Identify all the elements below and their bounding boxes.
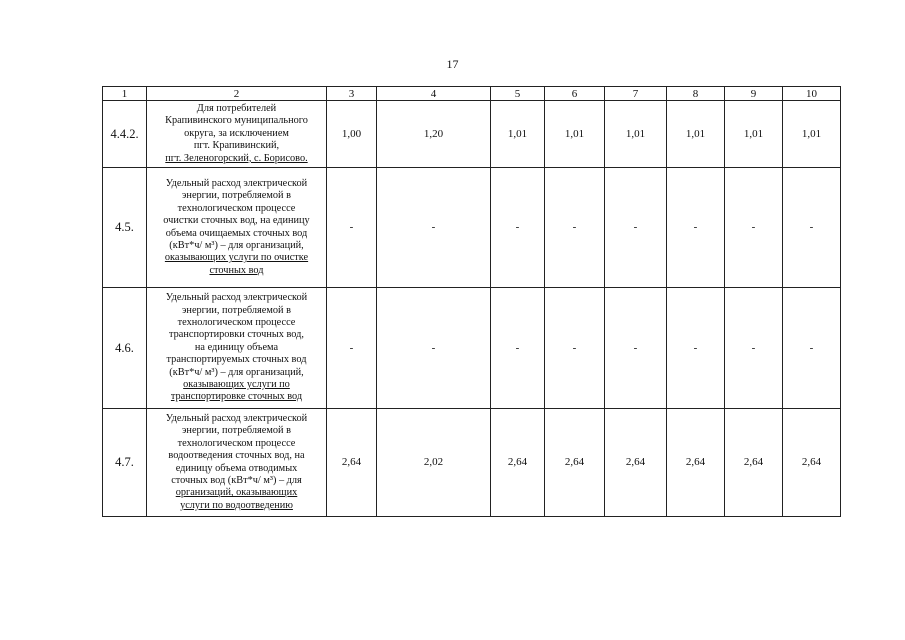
value-cell: - [491,168,545,288]
value-cell: - [545,288,605,409]
description-line: транспортировки сточных вод, [169,329,304,341]
value-cell: - [491,288,545,409]
description-line: энергии, потребляемой в [182,304,291,316]
description-line: организаций, оказывающих [175,487,298,499]
value-cell: 2,64 [327,409,377,517]
value-cell: - [725,288,783,409]
value-cell: 1,01 [725,101,783,168]
table-row [103,288,841,409]
description-line: Удельный расход электрической [165,412,308,424]
value-cell: - [545,168,605,288]
value-cell: - [377,288,491,409]
value-cell: - [667,168,725,288]
description-line: округа, за исключением [184,127,289,139]
value-cell: - [605,288,667,409]
description-line: технологическом процессе [177,437,296,449]
column-header: 1 [103,87,147,101]
description-line: сточных вод [209,264,264,276]
column-header: 5 [491,87,545,101]
value-cell: 1,01 [667,101,725,168]
page-number: 17 [446,57,459,71]
column-header: 9 [725,87,783,101]
table-row [103,409,841,517]
value-cell: 2,64 [667,409,725,517]
value-cell: - [377,168,491,288]
description-line: пгт. Крапивинский, [193,140,280,152]
header-row [103,87,841,101]
row-number: 4.5. [103,168,147,288]
value-cell: - [725,168,783,288]
table-row [103,168,841,288]
row-description [147,168,327,288]
value-cell: 2,64 [605,409,667,517]
description-line: пгт. Зеленогорский, с. Борисово. [165,152,308,164]
column-header: 6 [545,87,605,101]
row-number: 4.7. [103,409,147,517]
column-header: 8 [667,87,725,101]
value-cell: - [327,168,377,288]
row-description [147,288,327,409]
column-header: 7 [605,87,667,101]
description-line: единицу объема отводимых [175,462,298,474]
column-header: 2 [147,87,327,101]
description-line: транспортировке сточных вод [170,391,303,403]
value-cell: - [327,288,377,409]
description-line: сточных вод (кВт*ч/ м³) – для [171,474,302,486]
column-header: 3 [327,87,377,101]
row-description [147,409,327,517]
value-cell: 2,64 [783,409,841,517]
description-line: (кВт*ч/ м³) – для организаций, [169,239,304,251]
description-line: Крапивинского муниципального [165,115,308,127]
description-line: Удельный расход электрической [165,177,308,189]
value-cell: 1,01 [783,101,841,168]
description-line: технологическом процессе [177,202,296,214]
column-header: 10 [783,87,841,101]
description-line: на единицу объема [194,341,279,353]
data-table [102,86,841,517]
value-cell: 1,01 [545,101,605,168]
value-cell: 2,64 [491,409,545,517]
description-line: технологическом процессе [177,316,296,328]
row-number: 4.4.2. [103,101,147,168]
description-line: объема очищаемых сточных вод [165,227,308,239]
description-line: Для потребителей [196,102,277,114]
value-cell: - [605,168,667,288]
value-cell: 1,01 [491,101,545,168]
description-line: (кВт*ч/ м³) – для организаций, [169,366,304,378]
value-cell: 2,64 [545,409,605,517]
value-cell: 2,02 [377,409,491,517]
table-row [103,101,841,168]
description-line: оказывающих услуги по [183,379,290,391]
description-line: оказывающих услуги по очистке [164,252,309,264]
row-description [147,101,327,168]
description-line: услуги по водоотведению [180,499,293,511]
description-line: энергии, потребляемой в [182,190,291,202]
value-cell: 1,01 [605,101,667,168]
description-line: энергии, потребляемой в [182,425,291,437]
value-cell: - [783,288,841,409]
description-line: Удельный расход электрической [165,292,308,304]
value-cell: 1,00 [327,101,377,168]
column-header: 4 [377,87,491,101]
value-cell: - [667,288,725,409]
row-number: 4.6. [103,288,147,409]
value-cell: 1,20 [377,101,491,168]
description-line: транспортируемых сточных вод [166,354,307,366]
value-cell: 2,64 [725,409,783,517]
description-line: очистки сточных вод, на единицу [163,215,310,227]
value-cell: - [783,168,841,288]
description-line: водоотведения сточных вод, на [168,450,305,462]
